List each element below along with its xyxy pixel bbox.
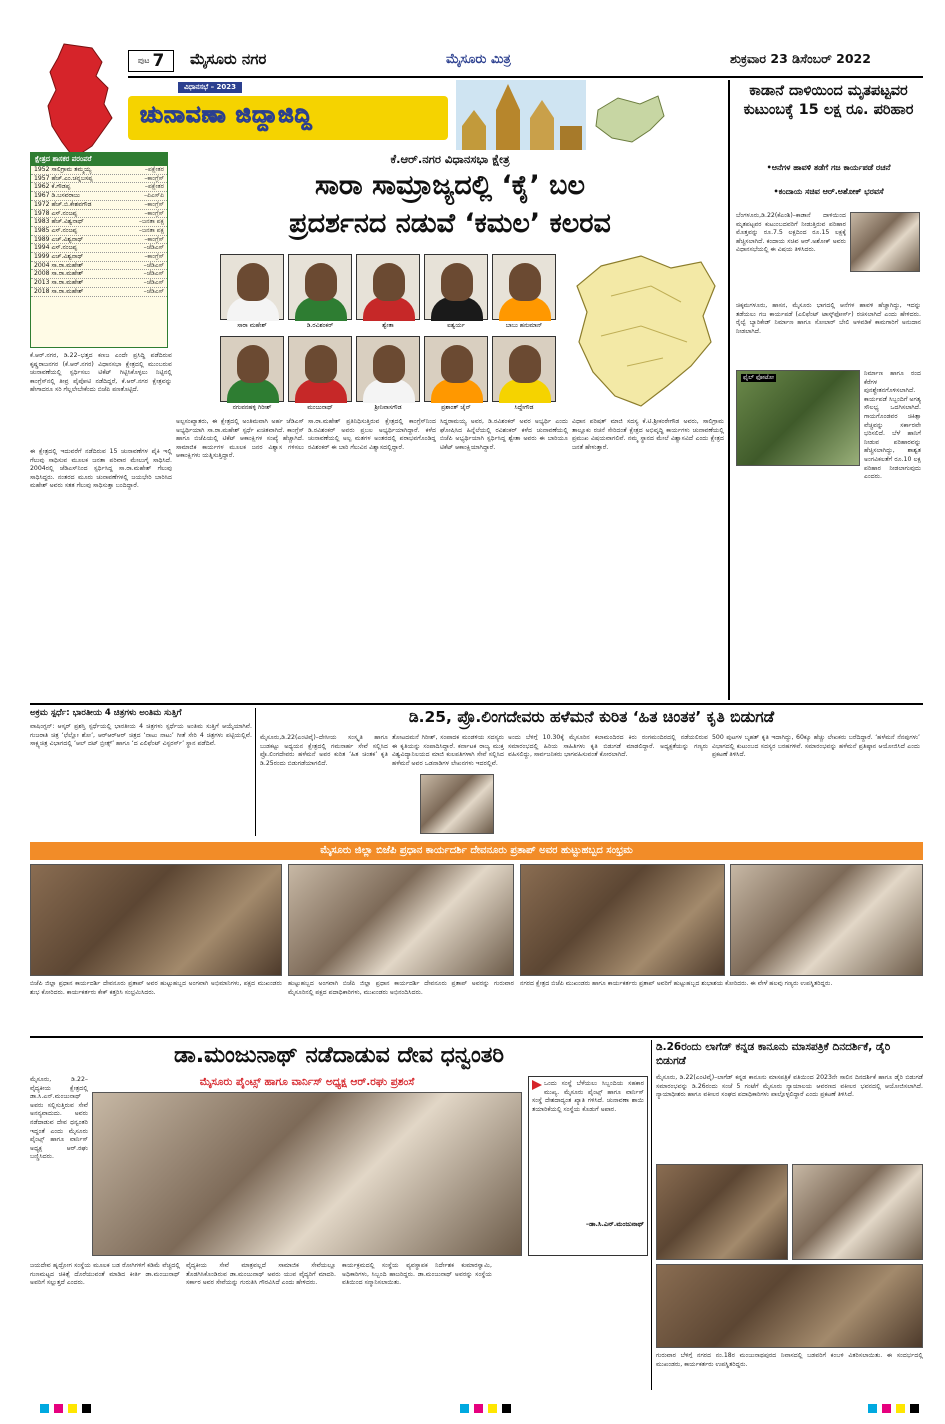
member-party: –ಜೆಡಿಎಸ್ <box>143 279 164 287</box>
calendar-caption: ಗುರುವಾರ ಬೆಳಿಗ್ಗೆ ನಗರದ ನಂ.18ರ ಮಂಜುನಾಥಪುರದ ನಿವಾಸದಲ್ಲಿ ಬಡವರಿಗೆ ಕಂಬಳಿ ವಿತರಿಸಲಾಯಿತು. ಈ ಸಂದರ್ಭದಲ್ಲಿ ಮುಖಂಡರು, ಕಾರ್ಯಕರ್ತರು ಉಪಸ್ಥಿತರಿದ್ದರು. <box>656 1352 923 1368</box>
birthday-photo-2 <box>288 864 514 976</box>
member-table-row <box>31 183 167 192</box>
member-table-row <box>31 270 167 279</box>
birthday-photo-3 <box>520 864 725 976</box>
member-year-name: 1952 ಸಾಲಿಗ್ರಾಮ ತಮ್ಮಯ್ಯ <box>34 166 92 173</box>
calendar-body: ಮೈಸೂರು, ಡಿ.22(ಎಂಟಿವೈ)–ಲಾಗೆಡ್ ಕನ್ನಡ ಕಾನೂನು ಮಾಸಪತ್ರಿಕೆ ವತಿಯಿಂದ 2023ನೇ ಸಾಲಿನ ದಿನದರ್ಶಿಕೆ ಹಾಗೂ ಡೈರಿ ಬಿಡುಗಡೆ ಸಮಾರಂಭವನ್ನು ಡಿ.26ರಂದು ಸಂಜೆ 5 ಗಂಟೆಗೆ ಮೈಸೂರು ನ್ಯಾಯಾಲಯ ಆವರಣದ ವಕೀಲರ ಭವನದಲ್ಲಿ ಆಯೋಜಿಸಲಾಗಿದೆ. ನ್ಯಾಯಾಧೀಶರು ಹಾಗೂ ವಕೀಲರ ಸಂಘದ ಪದಾಧಿಕಾರಿಗಳು ಪಾಲ್ಗೊಳ್ಳಲಿದ್ದಾರೆ ಎಂದು ಪ್ರಕಟಣೆ ತಿಳಿಸಿದೆ. <box>656 1074 923 1099</box>
print-color-bars <box>40 1404 920 1414</box>
birthday-caption-1: ಬಿಜೆಪಿ ಜಿಲ್ಲಾ ಪ್ರಧಾನ ಕಾರ್ಯದರ್ಶಿ ದೇವನೂರು ಪ್ರತಾಪ್ ಅವರ ಹುಟ್ಟುಹಬ್ಬದ ಅಂಗವಾಗಿ ಅಭಿಮಾನಿಗಳು, ಪಕ್ಷದ ಮುಖಂಡರು ಶುಭ ಕೋರಿದರು. ಕಾರ್ಯಕರ್ತರು ಕೇಕ್ ಕತ್ತರಿಸಿ ಸಂಭ್ರಮಿಸಿದರು. <box>30 980 282 996</box>
masthead <box>0 0 945 86</box>
quote-marker-icon <box>532 1080 542 1090</box>
photo-caption: ಫೈಲ್ ಫೋಟೋ <box>743 374 774 381</box>
member-party: –ಜೆಡಿಎಸ್ <box>143 270 164 278</box>
story-kicker: ಕೆ.ಆರ್.ನಗರ ವಿಧಾನಸಭಾ ಕ್ಷೇತ್ರ <box>390 152 510 166</box>
member-table-row <box>31 210 167 219</box>
main-body-1: ಕೆ.ಆರ್.ನಗರ, ಡಿ.22–ಭತ್ತದ ಕಣಜ ಎಂದೇ ಪ್ರಸಿದ್ಧಿ ಪಡೆದಿರುವ ಕೃಷ್ಣರಾಜನಗರ (ಕೆ.ಆರ್.ನಗರ) ವಿಧಾನಸಭಾ ಕ್ಷೇತ್ರದಲ್ಲಿ ಮುಂಬರುವ ಚುನಾವಣೆಯಲ್ಲಿ ಸ್ಪರ್ಧಿಸಲು ಟಿಕೆಟ್ ಗಿಟ್ಟಿಸಿಕೊಳ್ಳಲು ನಿಟ್ಟಿನಲ್ಲಿ ಕಾಂಗ್ರೆಸ್‌ನಲ್ಲಿ ತೀವ್ರ ಪೈಪೋಟಿ ನಡೆದಿದ್ದರೆ, ಕೆ.ಆರ್.ನಗರ ಕ್ಷೇತ್ರವನ್ನು ಹೇಗಾದರೂ ಸರಿ ಗೆಲ್ಲಲೇಬೇಕೆಂದು ಬಿಜೆಪಿ ಪಣತೊಟ್ಟಿದೆ. <box>30 352 172 394</box>
temple-icon <box>456 80 586 150</box>
member-year-name: 2018 ಸಾ.ರಾ.ಮಹೇಶ್ <box>34 287 84 295</box>
elephant-headline: ಕಾಡಾನೆ ದಾಳಿಯಿಂದ ಮೃತಪಟ್ಟವರ ಕುಟುಂಬಕ್ಕೆ 15 ಲಕ್ಷ ರೂ. ಪರಿಹಾರ <box>743 83 914 118</box>
candidate-name: ಮಂಜುನಾಥ್ <box>307 404 333 411</box>
candidate-photo <box>288 336 352 402</box>
candidate-photo <box>492 336 556 402</box>
candidate-name: ನಗುವನಹಳ್ಳಿ ಗಿರೀಶ್ <box>232 404 272 411</box>
doctor-body-5 <box>498 1262 648 1390</box>
quote-credit: –ಡಾ.ಸಿ.ಎನ್.ಮಂಜುನಾಥ್ <box>585 1220 644 1228</box>
notice-story <box>30 708 252 838</box>
doctor-headline: ಡಾ.ಮಂಜುನಾಥ್ ನಡೆದಾಡುವ ದೇವ ಧನ್ವಂತರಿ <box>173 1043 505 1068</box>
member-year-name: 1972 ಹೆಚ್.ಬಿ.ಕೇಶವಗೌಡ <box>34 200 92 208</box>
member-table-row <box>31 218 167 227</box>
page-number: 7 <box>152 51 165 71</box>
birthday-photo-4 <box>730 864 923 976</box>
book-story <box>260 706 923 838</box>
notice-headline: ಅಕ್ರಮ ಸ್ಪರ್ಧೆ: ಭಾರತೀಯ 4 ಚಿತ್ರಗಳು ಅಂತಿಮ ಸುತ್ತಿಗೆ <box>30 708 182 718</box>
book-body-3: ಅಂದು ಬೆಳಿಗ್ಗೆ 10.30ಕ್ಕೆ ಮೈಸೂರಿನ ಕಲಾಮಂದಿರದ ಕಿರು ರಂಗಮಂದಿರದಲ್ಲಿ ನಡೆಯಲಿರುವ ಸಮಾರಂಭದಲ್ಲಿ ಹಿರಿಯ ಸಾಹಿತಿಗಳು ಕೃತಿ ಬಿಡುಗಡೆ ಮಾಡಲಿದ್ದಾರೆ. ಅಧ್ಯಕ್ಷತೆಯನ್ನು ಗಣ್ಯರು ವಹಿಸಲಿದ್ದು, ಸಾರ್ವಜನಿಕರು ಭಾಗವಹಿಸುವಂತೆ ಕೋರಲಾಗಿದೆ. <box>508 734 708 759</box>
candidate-photos <box>220 254 560 414</box>
member-party: –ಕಾಂಗ್ರೆಸ್ <box>144 253 164 261</box>
book-body-1: ಮೈಸೂರು,ಡಿ.22(ಎಂಟಿವೈ)–ದೇಸೀಯ ಸಂಸ್ಕೃತಿ ಹಾಗೂ ಬುಡಕಟ್ಟು ಅಧ್ಯಯನ ಕ್ಷೇತ್ರದಲ್ಲಿ ಗಮನಾರ್ಹ ಸೇವೆ ಸಲ್ಲಿಸಿದ ಪ್ರೊ.ಲಿಂಗದೇವರು ಹಳೆಮನೆ ಅವರ ಕುರಿತ ‘ಹಿತ ಚಿಂತಕ’ ಕೃತಿ ಡಿ.25ರಂದು ಬಿಡುಗಡೆಯಾಗಲಿದೆ. <box>260 734 388 767</box>
book-body-2: ತೋಟದಮನೆ ಗಿರೀಶ್, ಸಂಪಾದಕ ಮಂಡಳಿಯ ಸದಸ್ಯರು ಈ ಕೃತಿಯನ್ನು ಸಂಪಾದಿಸಿದ್ದಾರೆ. ಕರ್ನಾಟಕ ರಾಜ್ಯ ಮುಕ್ತ ವಿಶ್ವವಿದ್ಯಾನಿಲಯದ ಮಾಜಿ ಕುಲಪತಿಗಳಾಗಿ ಸೇವೆ ಸಲ್ಲಿಸಿದ ಹಳೆಮನೆ ಅವರ ಒಡನಾಡಿಗಳ ಲೇಖನಗಳು ಇದರಲ್ಲಿವೆ. <box>392 734 504 767</box>
member-table-title: ಕ್ಷೇತ್ರದ ಶಾಸಕರ ಪರಂಪರೆ <box>31 153 167 166</box>
elephant-photo <box>736 370 860 466</box>
elephant-body-1: ಬೆಂಗಳೂರು,ಡಿ.22(ಕೆಎಂಶಿ)–ಕಾಡಾನೆ ದಾಳಿಯಿಂದ ಮೃತಪಟ್ಟವರ ಕುಟುಂಬದವರಿಗೆ ನೀಡುತ್ತಿರುವ ಪರಿಹಾರ ಮೊತ್ತವನ್ನು ರೂ.7.5 ಲಕ್ಷದಿಂದ ರೂ.15 ಲಕ್ಷಕ್ಕೆ ಹೆಚ್ಚಿಸಲಾಗಿದೆ. ಕಂದಾಯ ಸಚಿವ ಆರ್.ಅಶೋಕ್ ಅವರು ವಿಧಾನಸಭೆಯಲ್ಲಿ ಈ ವಿಷಯ ತಿಳಿಸಿದರು. <box>736 212 846 254</box>
candidate-name: ಶ್ರೀನಿವಾಸಗೌಡ <box>374 404 402 411</box>
felicitation-photo <box>92 1092 522 1256</box>
main-body-3: ಅಲ್ಪಸಂಖ್ಯಾತರು, ಈ ಕ್ಷೇತ್ರದಲ್ಲಿ ಅಂತಿಮವಾಗಿ ಅರ್ಹ ಜೆಡಿಎಸ್ ಅಭ್ಯರ್ಥಿಯಾಗಿ ಸಾ.ರಾ.ಮಹೇಶ್ ಸ್ಪರ್ಧೆ ಖಚಿತವಾಗಿದೆ. ಕಾಂಗ್ರೆಸ್ ಹಾಗೂ ಬಿಜೆಪಿಯಲ್ಲಿ ಟಿಕೆಟ್ ಆಕಾಂಕ್ಷಿಗಳ ಸಂಖ್ಯೆ ಹೆಚ್ಚಾಗಿದೆ. ಸಾಮಾಜಿಕ ಕಾರ್ಯಗಳ ಮೂಲಕ ಜನರ ವಿಶ್ವಾಸ ಗಳಿಸಲು ಆಕಾಂಕ್ಷಿಗಳು ಯತ್ನಿಸುತ್ತಿದ್ದಾರೆ. <box>176 418 304 460</box>
member-party: –ಕಾಂಗ್ರೆಸ್ <box>144 235 164 243</box>
main-body-2: ಈ ಕ್ಷೇತ್ರದಲ್ಲಿ ಇದುವರೆಗೆ ನಡೆದಿರುವ 15 ಚುನಾವಣೆಗಳ ಪೈಕಿ ಇಲ್ಲಿ ಗೆಲುವು ಸಾಧಿಸುವ ಮೂಲಕ ಜನತಾ ಪರಿವಾರ ಮೇಲುಗೈ ಸಾಧಿಸಿದೆ. 2004ರಲ್ಲಿ ಜೆಡಿಎಸ್‌ನಿಂದ ಸ್ಪರ್ಧಿಸಿದ್ದ ಸಾ.ರಾ.ಮಹೇಶ್ ಗೆಲುವು ಸಾಧಿಸಿದ್ದರು. ನಂತರದ ಮೂರು ಚುನಾವಣೆಗಳಲ್ಲಿ ಜಯಭೇರಿ ಬಾರಿಸಿದ ಮಹೇಶ್ ಅವರು ಸತತ ಗೆಲುವು ಸಾಧಿಸುತ್ತಾ ಬಂದಿದ್ದಾರೆ. <box>30 448 172 490</box>
candidate-name: ಐಶ್ವರ್ಯ <box>447 322 465 329</box>
quote-box <box>528 1076 648 1256</box>
doctor-subheadline: ಮೈಸೂರು ಪೈಂಟ್ಸ್ ಹಾಗೂ ವಾರ್ನಿಸ್ ಅಧ್ಯಕ್ಷ ಆರ್.ರಘು ಪ್ರಶಂಸೆ <box>199 1076 415 1088</box>
member-year-name: 1999 ಎಚ್.ವಿಶ್ವನಾಥ್ <box>34 253 84 261</box>
notice-body: ವಾಷಿಂಗ್ಟನ್: ಆಸ್ಕರ್ ಪ್ರಶಸ್ತಿ ಸ್ಪರ್ಧೆಯಲ್ಲಿ ಭಾರತೀಯ 4 ಚಿತ್ರಗಳು ಸ್ಪರ್ಧೆಯ ಅಂತಿಮ ಸುತ್ತಿಗೆ ಆಯ್ಕೆಯಾಗಿವೆ. ಗುಜರಾತಿ ಚಿತ್ರ ‘ಛೆಲ್ಲೋ ಶೋ’, ಆರ್‌ಆರ್‌ಆರ್ ಚಿತ್ರದ ‘ನಾಟು ನಾಟು’ ಗೀತೆ ಸೇರಿ 4 ಚಿತ್ರಗಳು ಪಟ್ಟಿಯಲ್ಲಿವೆ. ಸಾಕ್ಷ್ಯಚಿತ್ರ ವಿಭಾಗದಲ್ಲಿ ‘ಆಲ್ ದಟ್ ಬ್ರೀತ್ಸ್’ ಹಾಗೂ ‘ದ ಎಲಿಫೆಂಟ್ ವಿಸ್ಪರರ್ಸ್’ ಸ್ಥಾನ ಪಡೆದಿವೆ. <box>30 723 252 748</box>
doctor-story <box>30 1040 648 1390</box>
candidate-name: ಸಿದ್ದೇಗೌಡ <box>514 404 534 411</box>
minister-photo <box>850 212 920 272</box>
candidate-photo <box>288 254 352 320</box>
candidate-photo <box>220 254 284 320</box>
candidate-photo <box>424 336 488 402</box>
elephant-body-2: ಚಿಕ್ಕಮಗಳೂರು, ಹಾಸನ, ಮೈಸೂರು ಭಾಗದಲ್ಲಿ ಆನೆಗಳ ಹಾವಳಿ ಹೆಚ್ಚಾಗಿದ್ದು, ಇದನ್ನು ತಡೆಯಲು ಗಜ ಕಾರ್ಯಪಡೆ (ಎಲಿಫೆಂಟ್ ಟಾಸ್ಕ್‌ಫೋರ್ಸ್) ರಚಿಸಲಾಗಿದೆ ಎಂದು ಹೇಳಿದರು. ರೈಲ್ವೆ ಬ್ಯಾರಿಕೇಡ್ ನಿರ್ಮಾಣ ಹಾಗೂ ಸೋಲಾರ್ ಬೇಲಿ ಅಳವಡಿಕೆ ಕಾಮಗಾರಿಗೆ ಅನುದಾನ ನೀಡಲಾಗಿದೆ. <box>736 302 921 335</box>
district-map-icon <box>588 90 668 148</box>
book-body-4: 500 ಪುಟಗಳ ಬೃಹತ್ ಕೃತಿ ಇದಾಗಿದ್ದು, 60ಕ್ಕೂ ಹೆಚ್ಚು ಲೇಖಕರು ಬರೆದಿದ್ದಾರೆ. ‘ಹಳೆಮನೆ ನೆನಪುಗಳು’ ವಿಭಾಗದಲ್ಲಿ ಕುಟುಂಬದ ಸದಸ್ಯರ ಬರಹಗಳಿವೆ. ಸಮಾರಂಭವನ್ನು ಹಳೆಮನೆ ಪ್ರತಿಷ್ಠಾನ ಆಯೋಜಿಸಿದೆ ಎಂದು ಪ್ರಕಟಣೆ ತಿಳಿಸಿದೆ. <box>712 734 920 759</box>
member-table-row <box>31 201 167 210</box>
member-table <box>30 152 168 348</box>
author-photo <box>420 774 494 834</box>
member-table-row <box>31 279 167 288</box>
story-headline-2: ಪ್ರದರ್ಶನದ ನಡುವೆ ‘ಕಮಲ’ ಕಲರವ <box>289 208 611 239</box>
member-year-name: 1967 ಡಿ.ಬಸವರಾಜು <box>34 192 80 200</box>
member-year-name: 1985 ಎಸ್.ನಂಜಪ್ಪ <box>34 226 78 234</box>
member-year-name: 1957 ಹೆಚ್.ಎಂ.ಚನ್ನಬಸಪ್ಪ <box>34 174 93 182</box>
doctor-body-4: ಕಾರ್ಯಕ್ರಮದಲ್ಲಿ ಸಂಸ್ಥೆಯ ವ್ಯವಸ್ಥಾಪಕ ನಿರ್ದೇಶಕ ಕುಮಾರಸ್ವಾಮಿ, ಅಧಿಕಾರಿಗಳು, ಸಿಬ್ಬಂದಿ ಹಾಜರಿದ್ದರು. ಡಾ.ಮಂಜುನಾಥ್ ಅವರನ್ನು ಸಂಸ್ಥೆಯ ವತಿಯಿಂದ ಸನ್ಮಾನಿಸಲಾಯಿತು. <box>342 1262 492 1287</box>
member-table-row <box>31 192 167 201</box>
calendar-photo-2 <box>792 1164 923 1260</box>
member-year-name: 1983 ಹೆಚ್.ವಿಶ್ವನಾಥ್ <box>34 218 84 226</box>
member-year-name: 2008 ಸಾ.ರಾ.ಮಹೇಶ್ <box>34 270 84 278</box>
birthday-photo-1 <box>30 864 282 976</box>
member-party: –ಪಕ್ಷೇತರ <box>144 183 164 191</box>
member-table-row <box>31 288 167 297</box>
main-body-6: ವಿಧಾನ ಪರಿಷತ್ ಮಾಜಿ ಸದಸ್ಯ ಕೆ.ಟಿ.ಶ್ರೀಕಂಠೇಗೌಡ ಅವರು, ಸಾಲಿಗ್ರಾಮ ತಾಲ್ಲೂಕು ರಚನೆ ಸೇರಿದಂತೆ ಕ್ಷೇತ್ರದ ಅಭಿವೃದ್ಧಿ ಕಾರ್ಯಗಳು ಚುನಾವಣೆಯಲ್ಲಿ ಪ್ರಮುಖ ವಿಷಯವಾಗಲಿವೆ. ನಮ್ಮ ಸ್ಥಾನದ ಮೇಲೆ ವಿಶ್ವಾಸವಿದೆ ಎಂದು ಕ್ಷೇತ್ರದ ಜನತೆ ಹೇಳುತ್ತಾರೆ. <box>572 418 724 451</box>
elephant-body-3: ನಿರ್ಮಾಣ ಹಾಗೂ ರಂದ ಕೆರೆಗಳ ಪುನಶ್ಚೇತನಗೊಳಿಸಲಾಗಿದೆ. ಕಾರ್ಯಪಡೆ ಸಿಬ್ಬಂದಿಗೆ ಅಗತ್ಯ ಸೌಲಭ್ಯ ಒದಗಿಸಲಾಗಿದೆ. ಗಾಯಗೊಂಡವರ ಚಿಕಿತ್ಸಾ ವೆಚ್ಚವನ್ನು ಸರ್ಕಾರವೇ ಭರಿಸಲಿದೆ. ಬೆಳೆ ಹಾನಿಗೆ ನೀಡುವ ಪರಿಹಾರವನ್ನು ಹೆಚ್ಚಿಸಲಾಗಿದ್ದು, ಶಾಶ್ವತ ಅಂಗವಿಕಲತೆಗೆ ರೂ.10 ಲಕ್ಷ ಪರಿಹಾರ ನೀಡಲಾಗುವುದು ಎಂದರು. <box>864 370 921 481</box>
member-table-row <box>31 166 167 175</box>
birthday-strip-title: ಮೈಸೂರು ಜಿಲ್ಲಾ ಬಿಜೆಪಿ ಪ್ರಧಾನ ಕಾರ್ಯದರ್ಶಿ ದೇವನೂರು ಪ್ರತಾಪ್ ಅವರ ಹುಟ್ಟುಹಬ್ಬದ ಸಂಭ್ರಮ <box>30 842 923 860</box>
member-year-name: 1962 ಕೆ.ಗೌಡಪ್ಪ <box>34 183 71 191</box>
candidate-name: ಶ್ವೇತಾ <box>382 322 394 329</box>
member-table-row <box>31 175 167 184</box>
candidate-photo <box>424 254 488 320</box>
calendar-story <box>656 1040 923 1390</box>
masthead-rule <box>128 76 923 78</box>
page-label: ಪುಟ <box>137 56 150 65</box>
member-year-name: 1978 ಎಸ್.ನಂಜಪ್ಪ <box>34 209 78 217</box>
banner-title: ಚುನಾವಣಾ ಜಿದ್ದಾಜಿದ್ದಿ <box>140 102 313 128</box>
member-party: –ಕಾಂಗ್ರೆಸ್ <box>144 200 164 208</box>
member-party: –ಪಿಎಸ್‌ಪಿ <box>144 192 164 200</box>
elephant-story <box>728 80 923 700</box>
elephant-body-3-cont <box>736 470 921 700</box>
candidate-photo <box>356 336 420 402</box>
quote-text: ಒಂದು ಸಂಸ್ಥೆ ಬೆಳೆಯಲು ಸಿಬ್ಬಂದಿಯ ಸಹಕಾರ ಮುಖ್ಯ. ಮೈಸೂರು ಪೈಂಟ್ಸ್ ಹಾಗೂ ವಾರ್ನಿಸ್ ಸಂಸ್ಥೆ ದೇಶದಾದ್ಯಂತ ಖ್ಯಾತಿ ಗಳಿಸಿದೆ. ಚುನಾವಣಾ ಶಾಯಿ ತಯಾರಿಕೆಯಲ್ಲಿ ಸಂಸ್ಥೆಯ ಕೊಡುಗೆ ಅಪಾರ. <box>532 1080 644 1113</box>
member-table-rows <box>31 166 167 297</box>
member-table-row <box>31 227 167 236</box>
constituency-map <box>571 246 721 416</box>
member-party: –ಪಕ್ಷೇತರ <box>144 166 164 173</box>
member-table-row <box>31 262 167 271</box>
main-body-4: ಸಾ.ರಾ.ಮಹೇಶ್ ಪ್ರತಿನಿಧಿಸುತ್ತಿರುವ ಕ್ಷೇತ್ರದಲ್ಲಿ ಕಾಂಗ್ರೆಸ್‌ನಿಂದ ಡಿ.ರವಿಶಂಕರ್ ಅವರು ಪ್ರಬಲ ಅಭ್ಯರ್ಥಿಯಾಗಿದ್ದಾರೆ. ಕಳೆದ ಚುನಾವಣೆಯಲ್ಲಿ ಅಲ್ಪ ಮತಗಳ ಅಂತರದಲ್ಲಿ ಪರಾಭವಗೊಂಡಿದ್ದ ರವಿಶಂಕರ್ ಈ ಬಾರಿ ಗೆಲುವಿನ ವಿಶ್ವಾಸದಲ್ಲಿದ್ದಾರೆ. <box>308 418 436 451</box>
doctor-body-3: ವೈದ್ಯಕೀಯ ಸೇವೆ ಮಾತ್ರವಲ್ಲದೆ ಸಾಮಾಜಿಕ ಸೇವೆಯಲ್ಲೂ ತೊಡಗಿಸಿಕೊಂಡಿರುವ ಡಾ.ಮಂಜುನಾಥ್ ಅವರು ಯುವ ವೈದ್ಯರಿಗೆ ಮಾದರಿ. ಸರ್ಕಾರ ಅವರ ಸೇವೆಯನ್ನು ಗುರುತಿಸಿ ಗೌರವಿಸಿದೆ ಎಂದು ಹೇಳಿದರು. <box>186 1262 336 1287</box>
candidate-name: ಡಿ.ರವಿಶಂಕರ್ <box>306 322 334 329</box>
section-name: ಮೈಸೂರು ನಗರ <box>190 50 267 68</box>
member-party: –ಜೆಡಿಎಸ್ <box>143 287 164 295</box>
elephant-bullet-2: •ಕಂದಾಯ ಸಚಿವ ಆರ್.ಅಶೋಕ್ ಭರವಸೆ <box>773 187 884 196</box>
election-banner <box>28 80 728 150</box>
candidate-name: ಪ್ರಶಾಂತ್ ಜೈನ್ <box>441 404 471 411</box>
book-headline: ಡಿ.25, ಪ್ರೊ.ಲಿಂಗದೇವರು ಹಳೆಮನೆ ಕುರಿತ ‘ಹಿತ ಚಿಂತಕ’ ಕೃತಿ ಬಿಡುಗಡೆ <box>408 708 775 726</box>
member-party: –ಜೆಡಿಎಸ್ <box>143 244 164 252</box>
member-party: –ಜನತಾ ಪಕ್ಷ <box>138 218 164 226</box>
candidate-name: ಬಾಬು ಹನುಮಾನ್ <box>505 322 543 329</box>
candidate-photo <box>220 336 284 402</box>
member-table-row <box>31 236 167 245</box>
paper-name: ಮೈಸೂರು ಮಿತ್ರ <box>446 52 511 67</box>
elephant-bullet-1: •ಆನೆಗಳ ಹಾವಳಿ ತಡೆಗೆ ಗಜ ಕಾರ್ಯಪಡೆ ರಚನೆ <box>766 163 891 172</box>
birthday-caption-3: ನಗರದ ಕ್ಷೇತ್ರದ ಬಿಜೆಪಿ ಮುಖಂಡರು ಹಾಗೂ ಕಾರ್ಯಕರ್ತರು ಪ್ರತಾಪ್ ಅವರಿಗೆ ಹುಟ್ಟುಹಬ್ಬದ ಶುಭಾಶಯ ಕೋರಿದರು. ಈ ವೇಳೆ ಹಲವು ಗಣ್ಯರು ಉಪಸ್ಥಿತರಿದ್ದರು. <box>520 980 833 987</box>
row-divider-2 <box>30 1036 923 1038</box>
issue-date: ಶುಕ್ರವಾರ 23 ಡಿಸೆಂಬರ್ 2022 <box>730 51 871 66</box>
member-party: –ಜೆಡಿಎಸ್ <box>143 261 164 269</box>
member-year-name: 1989 ಎಚ್.ವಿಶ್ವನಾಥ್ <box>34 235 84 243</box>
calendar-photo-3 <box>656 1264 923 1348</box>
story-headline-1: ಸಾರಾ ಸಾಮ್ರಾಜ್ಯದಲ್ಲಿ ‘ಕೈ’ ಬಲ <box>315 170 585 201</box>
candidate-photo <box>492 254 556 320</box>
doctor-body-2: ಜಯದೇವ ಹೃದ್ರೋಗ ಸಂಸ್ಥೆಯ ಮೂಲಕ ಬಡ ರೋಗಿಗಳಿಗೆ ಕಡಿಮೆ ವೆಚ್ಚದಲ್ಲಿ ಗುಣಮಟ್ಟದ ಚಿಕಿತ್ಸೆ ದೊರೆಯುವಂತೆ ಮಾಡಿದ ಕೀರ್ತಿ ಡಾ.ಮಂಜುನಾಥ್ ಅವರಿಗೆ ಸಲ್ಲುತ್ತದೆ ಎಂದರು. <box>30 1262 180 1287</box>
calendar-photo-1 <box>656 1164 788 1260</box>
member-party: –ಕಾಂಗ್ರೆಸ್ <box>144 209 164 217</box>
member-year-name: 2013 ಸಾ.ರಾ.ಮಹೇಶ್ <box>34 279 84 287</box>
member-party: –ಕಾಂಗ್ರೆಸ್ <box>144 174 164 182</box>
row-divider-1 <box>30 703 923 705</box>
doctor-body-1: ಮೈಸೂರು, ಡಿ.22–ವೈದ್ಯಕೀಯ ಕ್ಷೇತ್ರದಲ್ಲಿ ಡಾ.ಸಿ.ಎನ್.ಮಂಜುನಾಥ್ ಅವರು ಸಲ್ಲಿಸುತ್ತಿರುವ ಸೇವೆ ಅನನ್ಯವಾದುದು. ಅವರು ನಡೆದಾಡುವ ದೇವ ಧನ್ವಂತರಿ ಇದ್ದಂತೆ ಎಂದು ಮೈಸೂರು ಪೈಂಟ್ಸ್ ಹಾಗೂ ವಾರ್ನಿಸ್ ಅಧ್ಯಕ್ಷ ಆರ್.ರಘು ಬಣ್ಣಿಸಿದರು. <box>30 1076 88 1161</box>
birthday-caption-2: ಹುಟ್ಟುಹಬ್ಬದ ಅಂಗವಾಗಿ ಬಿಜೆಪಿ ಜಿಲ್ಲಾ ಪ್ರಧಾನ ಕಾರ್ಯದರ್ಶಿ ದೇವನೂರು ಪ್ರತಾಪ್ ಅವರನ್ನು ಗುರುವಾರ ಮೈಸೂರಿನಲ್ಲಿ ಪಕ್ಷದ ಪದಾಧಿಕಾರಿಗಳು, ಮುಖಂಡರು ಅಭಿನಂದಿಸಿದರು. <box>288 980 514 996</box>
calendar-headline: ಡಿ.26ರಂದು ಲಾಗೆಡ್ ಕನ್ನಡ ಕಾನೂನು ಮಾಸಪತ್ರಿಕೆ ದಿನದರ್ಶಿಕೆ, ಡೈರಿ ಬಿಡುಗಡೆ <box>656 1041 891 1067</box>
member-table-row <box>31 253 167 262</box>
member-party: –ಜನತಾ ಪಕ್ಷ <box>138 226 164 234</box>
member-table-row <box>31 244 167 253</box>
main-body-5: ಸಿದ್ದರಾಮಯ್ಯ ಅವರ, ಡಿ.ರವಿಶಂಕರ್ ಅವರ ಅಭ್ಯರ್ಥಿ ಎಂದು ಘೋಷಿಸಿದ ಹಿನ್ನೆಲೆಯಲ್ಲಿ ರವಿಶಂಕರ್ ಕಳೆದ ಚುನಾವಣೆಯಲ್ಲಿ ಬಿಜೆಪಿ ಅಭ್ಯರ್ಥಿಯಾಗಿ ಸ್ಪರ್ಧಿಸಿದ್ದ ಶ್ವೇತಾ ಅವರು ಈ ಬಾರಿಯೂ ಟಿಕೆಟ್ ಆಕಾಂಕ್ಷಿಯಾಗಿದ್ದಾರೆ. <box>440 418 568 451</box>
candidate-name: ಸಾರಾ ಮಹೇಶ್ <box>237 322 267 329</box>
banner-series: ವಿಧಾನಸಭೆ – 2023 <box>178 82 242 93</box>
member-year-name: 1994 ಎಸ್.ನಂಜಪ್ಪ <box>34 244 78 252</box>
member-year-name: 2004 ಸಾ.ರಾ.ಮಹೇಶ್ <box>34 261 84 269</box>
candidate-photo <box>356 254 420 320</box>
